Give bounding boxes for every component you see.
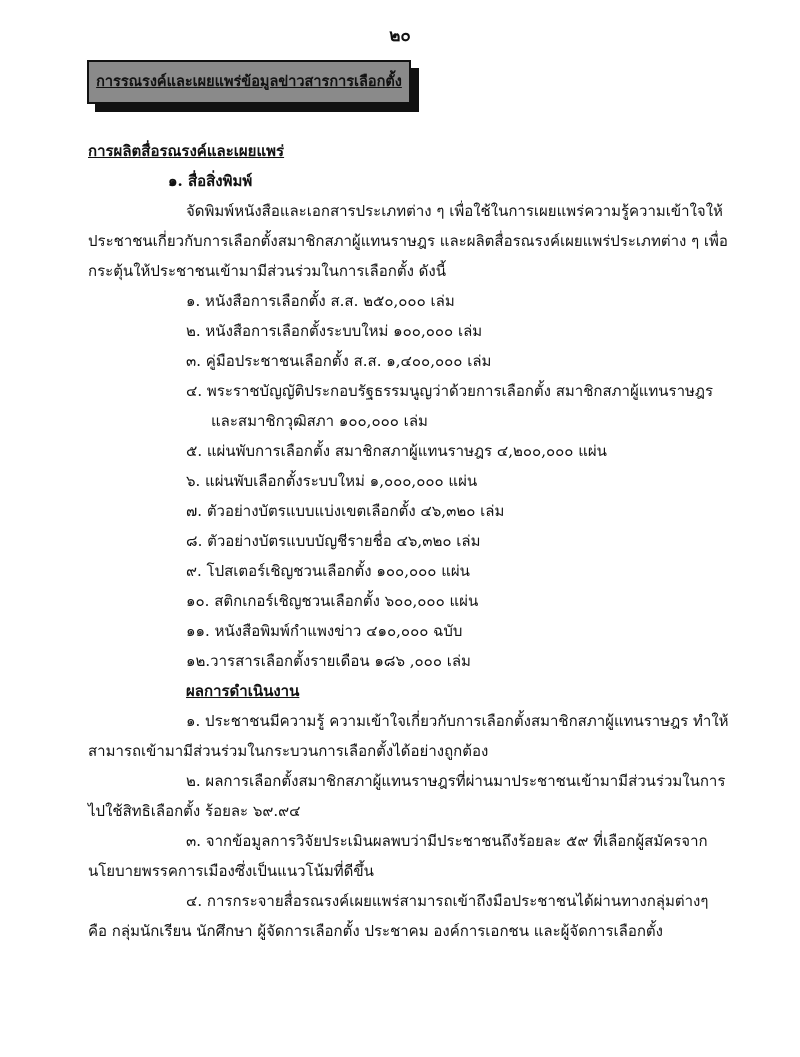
section-banner	[87, 60, 411, 104]
list-item: ๕. แผ่นพับการเลือกตั้ง สมาชิกสภาผู้แทนราษฎร ๔,๒๐๐,๐๐๐ แผ่น	[186, 442, 607, 460]
result-line: ๔. การกระจายสื่อรณรงค์เผยแพร่สามารถเข้าถึงมือประชาชนได้ผ่านทางกลุ่มต่างๆ	[186, 892, 709, 910]
list-item: ๑๑. หนังสือพิมพ์กำแพงข่าว ๔๑๐,๐๐๐ ฉบับ	[186, 622, 463, 640]
list-item: ๓. คู่มือประชาชนเลือกตั้ง ส.ส. ๑,๔๐๐,๐๐๐ เล่ม	[186, 352, 492, 370]
banner-title: การรณรงค์และเผยแพร่ข้อมูลข่าวสารการเลือกตั้ง	[96, 73, 402, 90]
result-line: สามารถเข้ามามีส่วนร่วมในกระบวนการเลือกตั้งได้อย่างถูกต้อง	[88, 742, 489, 760]
result-line: ๒. ผลการเลือกตั้งสมาชิกสภาผู้แทนราษฎรที่ผ่านมาประชาชนเข้ามามีส่วนร่วมในการ	[186, 772, 726, 790]
list-item: ๖. แผ่นพับเลือกตั้งระบบใหม่ ๑,๐๐๐,๐๐๐ แผ่น	[186, 472, 478, 490]
list-item: ๔. พระราชบัญญัติประกอบรัฐธรรมนูญว่าด้วยการเลือกตั้ง สมาชิกสภาผู้แทนราษฎร	[186, 382, 714, 400]
list-item: ๒. หนังสือการเลือกตั้งระบบใหม่ ๑๐๐,๐๐๐ เล่ม	[186, 322, 483, 340]
list-item: ๘. ตัวอย่างบัตรแบบบัญชีรายชื่อ ๔๖,๓๒๐ เล่ม	[186, 532, 481, 550]
result-line: ๓. จากข้อมูลการวิจัยประเมินผลพบว่ามีประชาชนถึงร้อยละ ๕๙ ที่เลือกผู้สมัครจาก	[186, 832, 708, 850]
result-line: นโยบายพรรคการเมืองซึ่งเป็นแนวโน้มที่ดีขึ้น	[88, 862, 374, 880]
list-item: ๙. โปสเตอร์เชิญชวนเลือกตั้ง ๑๐๐,๐๐๐ แผ่น	[186, 562, 470, 580]
result-line: ไปใช้สิทธิเลือกตั้ง ร้อยละ ๖๙.๙๔	[88, 802, 301, 820]
list-item: ๑๒.วารสารเลือกตั้งรายเดือน ๑๘๖ ,๐๐๐ เล่ม	[186, 652, 471, 670]
results-heading: ผลการดำเนินงาน	[186, 682, 300, 700]
list-item: ๑. หนังสือการเลือกตั้ง ส.ส. ๒๕๐,๐๐๐ เล่ม	[186, 292, 455, 310]
intro-line: ประชาชนเกี่ยวกับการเลือกตั้งสมาชิกสภาผู้แทนราษฎร และผลิตสื่อรณรงค์เผยแพร่ประเภทต่าง ๆ เพื่อ	[88, 232, 728, 250]
list-item-continuation: และสมาชิกวุฒิสภา ๑๐๐,๐๐๐ เล่ม	[211, 412, 428, 430]
page-number: ๒๐	[389, 26, 411, 46]
result-line: คือ กลุ่มนักเรียน นักศึกษา ผู้จัดการเลือกตั้ง ประชาคม องค์การเอกชน และผู้จัดการเลือกตั้ง	[88, 922, 663, 940]
list-item: ๑๐. สติกเกอร์เชิญชวนเลือกตั้ง ๖๐๐,๐๐๐ แผ่น	[186, 592, 479, 610]
intro-line: กระตุ้นให้ประชาชนเข้ามามีส่วนร่วมในการเลือกตั้ง ดังนี้	[88, 262, 446, 280]
list-item: ๗. ตัวอย่างบัตรแบบแบ่งเขตเลือกตั้ง ๔๖,๓๒๐ เล่ม	[186, 502, 505, 520]
subsection-heading: ๑. สื่อสิ่งพิมพ์	[168, 172, 253, 190]
document-body	[88, 136, 729, 946]
section-heading: การผลิตสื่อรณรงค์และเผยแพร่	[88, 142, 285, 160]
intro-line: จัดพิมพ์หนังสือและเอกสารประเภทต่าง ๆ เพื่อใช้ในการเผยแพร่ความรู้ความเข้าใจให้	[186, 202, 723, 220]
result-line: ๑. ประชาชนมีความรู้ ความเข้าใจเกี่ยวกับการเลือกตั้งสมาชิกสภาผู้แทนราษฎร ทำให้	[186, 712, 729, 730]
